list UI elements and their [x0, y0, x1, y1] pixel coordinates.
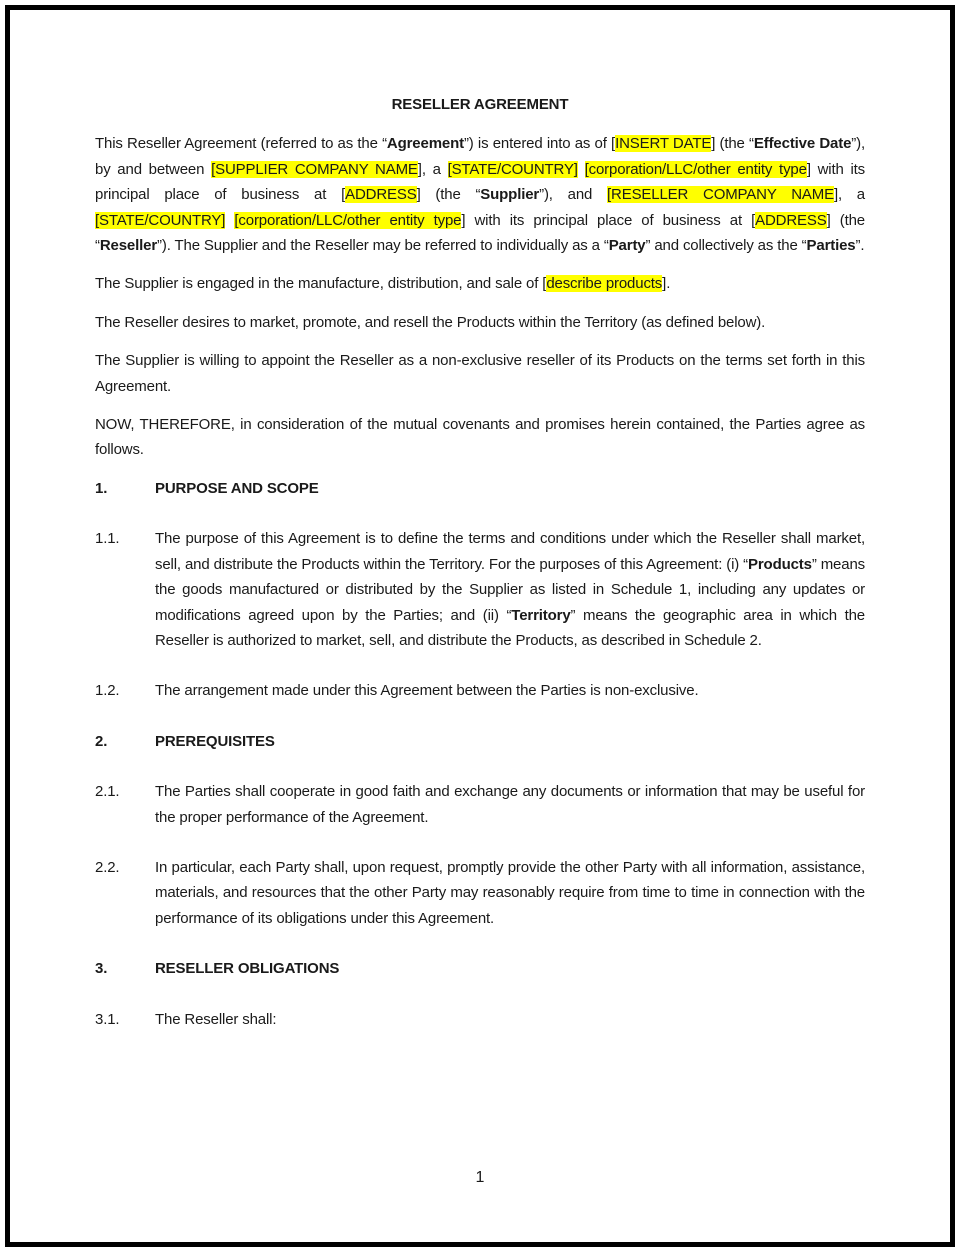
- text-segment: The Supplier is willing to appoint the Reseller as a non-exclusive reseller of its Products on the terms set forth in this Agreement.: [95, 352, 865, 395]
- text-segment: In particular, each Party shall, upon request, promptly provide the other Party with all information, assistance, materials, and resources that the other Party may reasonably require from time to time in connection with the performance of its obligations under this Agreement.: [155, 858, 865, 927]
- section-heading: [95, 729, 865, 754]
- text-segment: Supplier: [480, 186, 540, 204]
- placeholder-highlight: [corporation/LLC/other entity type: [234, 211, 462, 229]
- placeholder-highlight: [RESELLER COMPANY NAME: [607, 186, 834, 204]
- text-segment: The Reseller desires to market, promote, and resell the Products within the Territory (as defined below).: [95, 313, 766, 331]
- text-segment: ] (the “: [711, 135, 754, 153]
- text-segment: Agreement: [386, 135, 464, 153]
- text-segment: ”), by and between: [95, 135, 865, 178]
- clause-number: 1.1.: [95, 530, 120, 548]
- clause-number: 1.2.: [95, 682, 120, 700]
- text-segment: ], a: [833, 186, 866, 204]
- text-segment: PREREQUISITES: [155, 732, 275, 750]
- section-heading-text: [155, 733, 275, 750]
- text-segment: NOW, THEREFORE, in consideration of the mutual covenants and promises herein contained, the Parties agree as follows.: [95, 416, 865, 459]
- text-segment: The arrangement made under this Agreement between the Parties is non-exclusive.: [155, 682, 699, 700]
- text-segment: ] with its principal place of business at [: [95, 160, 865, 204]
- block-text: [95, 135, 865, 254]
- text-segment: ”) is entered into as of [: [463, 135, 616, 153]
- text-segment: ] with its principal place of business at [: [461, 211, 756, 229]
- clause: [95, 1007, 865, 1032]
- text-segment: Products: [748, 555, 812, 573]
- text-segment: Party: [608, 237, 646, 255]
- section-heading: [95, 476, 865, 501]
- text-segment: Territory: [511, 606, 571, 624]
- block-text: [155, 682, 698, 699]
- clause: [95, 855, 865, 931]
- text-segment: The Supplier is engaged in the manufacture, distribution, and sale of [: [95, 275, 547, 293]
- text-segment: ] (the “: [95, 211, 865, 255]
- section-number: 1.: [95, 479, 108, 497]
- block-text: [155, 859, 865, 927]
- text-segment: ” means the geographic area in which the Reseller is authorized to market, sell, and distribute the Products, as described in Schedule 2.: [155, 606, 865, 649]
- clause-number: 3.1.: [95, 1010, 120, 1028]
- clause: [95, 779, 865, 830]
- clause: [95, 678, 865, 703]
- text-segment: ] (the “: [416, 186, 481, 204]
- document-title: RESELLER AGREEMENT: [391, 96, 569, 113]
- text-segment: [578, 161, 585, 178]
- block-text: [155, 1011, 276, 1028]
- page-number: 1: [475, 1169, 485, 1186]
- section-number: 3.: [95, 960, 108, 978]
- document-content: [95, 92, 865, 1057]
- paragraph: [95, 412, 865, 463]
- text-segment: The purpose of this Agreement is to define the terms and conditions under which the Reseller shall market, sell, and distribute the Products within the Territory. For the purposes of this Agreement: (i) “: [155, 530, 865, 573]
- block-text: [155, 783, 865, 825]
- clause-number: 2.1.: [95, 783, 120, 801]
- paragraph: [95, 310, 865, 335]
- section-heading: [95, 956, 865, 981]
- clause: [95, 526, 865, 653]
- block-text: [95, 416, 865, 458]
- paragraph: [95, 131, 865, 258]
- block-text: [95, 275, 670, 292]
- text-segment: Reseller: [99, 237, 158, 255]
- block-text: [95, 314, 765, 331]
- placeholder-highlight: ADDRESS: [755, 211, 827, 229]
- placeholder-highlight: [SUPPLIER COMPANY NAME: [211, 160, 418, 178]
- text-segment: ], a: [417, 160, 448, 178]
- placeholder-highlight: [STATE/COUNTRY]: [95, 211, 226, 229]
- text-segment: RESELLER OBLIGATIONS: [155, 960, 340, 978]
- text-segment: PURPOSE AND SCOPE: [155, 479, 319, 497]
- block-text: [155, 530, 865, 649]
- block-text: [95, 352, 865, 394]
- text-segment: This Reseller Agreement (referred to as the “: [95, 135, 387, 153]
- document-body: [95, 131, 865, 1032]
- paragraph: [95, 271, 865, 296]
- text-segment: ”). The Supplier and the Reseller may be referred to individually as a “: [157, 237, 609, 255]
- section-heading-text: [155, 480, 319, 497]
- text-segment: ].: [662, 275, 671, 293]
- section-number: 2.: [95, 732, 108, 750]
- text-segment: ” and collectively as the “: [645, 237, 807, 255]
- text-segment: Parties: [806, 237, 856, 255]
- text-segment: ” means the goods manufactured or distributed by the Supplier as listed in Schedule 1, including any updates or modifications agreed upon by the Parties; and (ii) “: [155, 555, 865, 624]
- text-segment: ”), and: [539, 186, 608, 204]
- text-segment: Effective Date: [753, 135, 852, 153]
- clause-number: 2.2.: [95, 858, 120, 876]
- placeholder-highlight: describe products: [546, 275, 663, 293]
- section-heading-text: [155, 960, 339, 977]
- text-segment: ”.: [855, 237, 865, 255]
- paragraph: [95, 348, 865, 399]
- text-segment: The Parties shall cooperate in good faith and exchange any documents or information that may be useful for the proper performance of the Agreement.: [155, 783, 865, 826]
- placeholder-highlight: [STATE/COUNTRY]: [447, 160, 578, 178]
- placeholder-highlight: [corporation/LLC/other entity type: [584, 160, 807, 178]
- placeholder-highlight: ADDRESS: [345, 186, 417, 204]
- text-segment: The Reseller shall:: [155, 1010, 277, 1028]
- placeholder-highlight: INSERT DATE: [615, 135, 712, 153]
